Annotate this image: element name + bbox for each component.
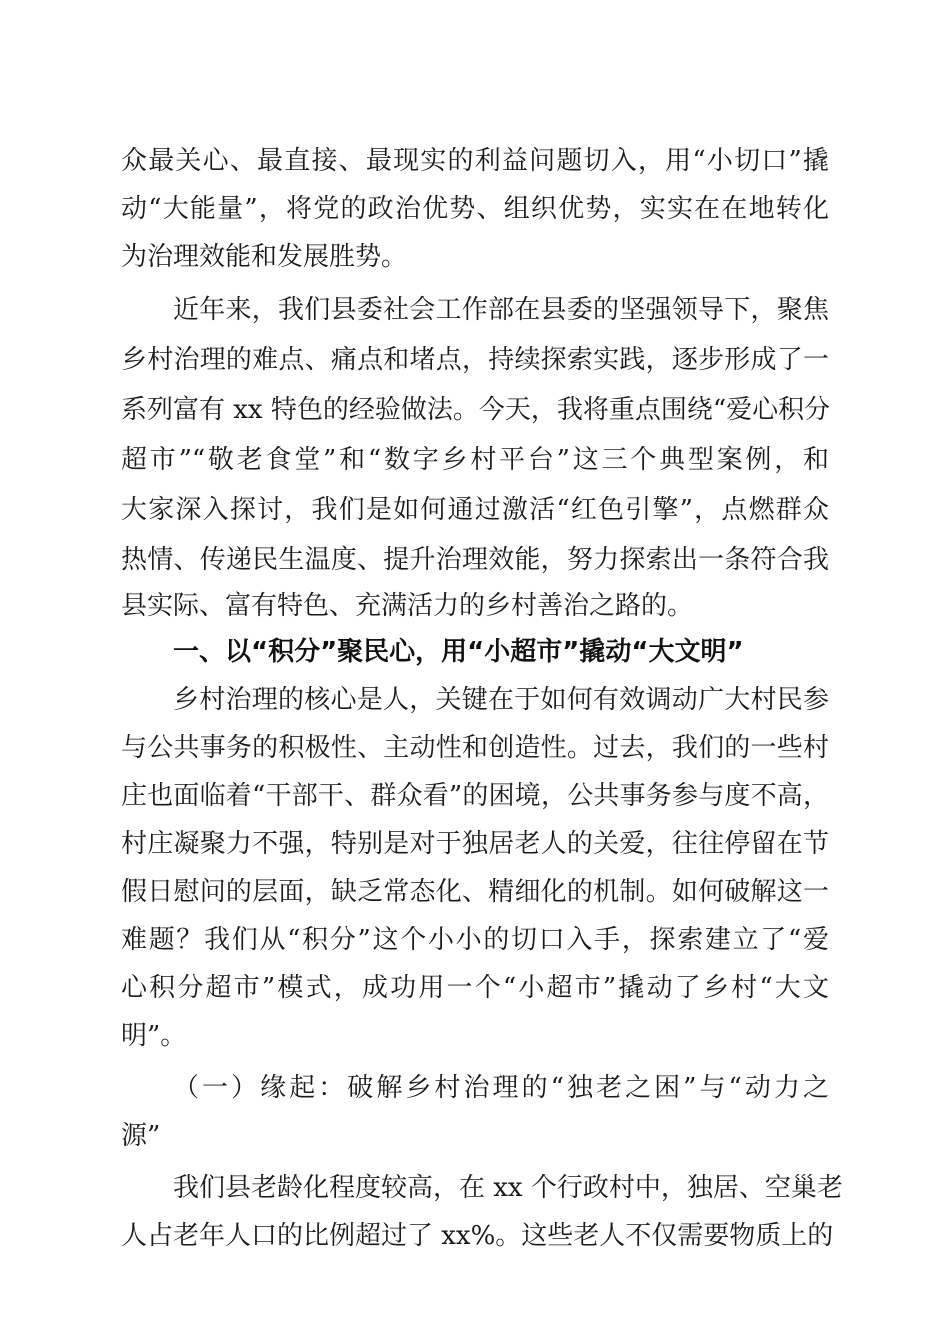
section-one-line-2: 与公共事务的积极性、主动性和创造性。过去，我们的一些村	[121, 733, 829, 763]
subsection-one-heading-line-2: 源”	[121, 1121, 161, 1151]
section-one-line-3: 庄也面临着“干部干、群众看”的困境，公共事务参与度不高，	[121, 781, 829, 811]
overview-line-1: 近年来，我们县委社会工作部在县委的坚强领导下，聚焦	[173, 295, 829, 325]
overview-line-5: 大家深入探讨，我们是如何通过激活“红色引擎”，点燃群众	[121, 495, 829, 525]
section-one-line-7: 心积分超市”模式，成功用一个“小超市”撬动了乡村“大文	[121, 973, 829, 1003]
overview-line-7: 县实际、富有特色、充满活力的乡村善治之路的。	[121, 591, 694, 621]
section-one-line-4: 村庄凝聚力不强，特别是对于独居老人的关爱，往往停留在节	[121, 829, 829, 859]
intro-line-3: 为治理效能和发展胜势。	[121, 242, 408, 272]
intro-line-2: 动“大能量”，将党的政治优势、组织优势，实实在在地转化	[121, 194, 829, 224]
subsection-one-line-1: 我们县老龄化程度较高，在 xx 个行政村中，独居、空巢老	[173, 1173, 843, 1203]
overview-line-3: 系列富有 xx 特色的经验做法。今天，我将重点围绕“爱心积分	[121, 395, 831, 425]
section-one-line-6: 难题？我们从“积分”这个小小的切口入手，探索建立了“爱	[121, 925, 829, 955]
overview-line-6: 热情、传递民生温度、提升治理效能，努力探索出一条符合我	[121, 545, 829, 575]
section-one-heading: 一、以“积分”聚民心，用“小超市”撬动“大文明”	[173, 637, 744, 667]
subsection-one-heading-line-1: （一）缘起：破解乡村治理的“独老之困”与“动力之	[173, 1073, 829, 1103]
section-one-line-1: 乡村治理的核心是人，关键在于如何有效调动广大村民参	[173, 685, 829, 715]
intro-line-1: 众最关心、最直接、最现实的利益问题切入，用“小切口”撬	[121, 146, 829, 176]
subsection-one-line-2: 人占老年人口的比例超过了 xx%。这些老人不仅需要物质上的	[121, 1221, 834, 1251]
section-one-line-8: 明”。	[121, 1021, 187, 1051]
overview-line-2: 乡村治理的难点、痛点和堵点，持续探索实践，逐步形成了一	[121, 345, 829, 375]
section-one-line-5: 假日慰问的层面，缺乏常态化、精细化的机制。如何破解这一	[121, 877, 829, 907]
overview-line-4: 超市”“敬老食堂”和“数字乡村平台”这三个典型案例，和	[121, 445, 829, 475]
